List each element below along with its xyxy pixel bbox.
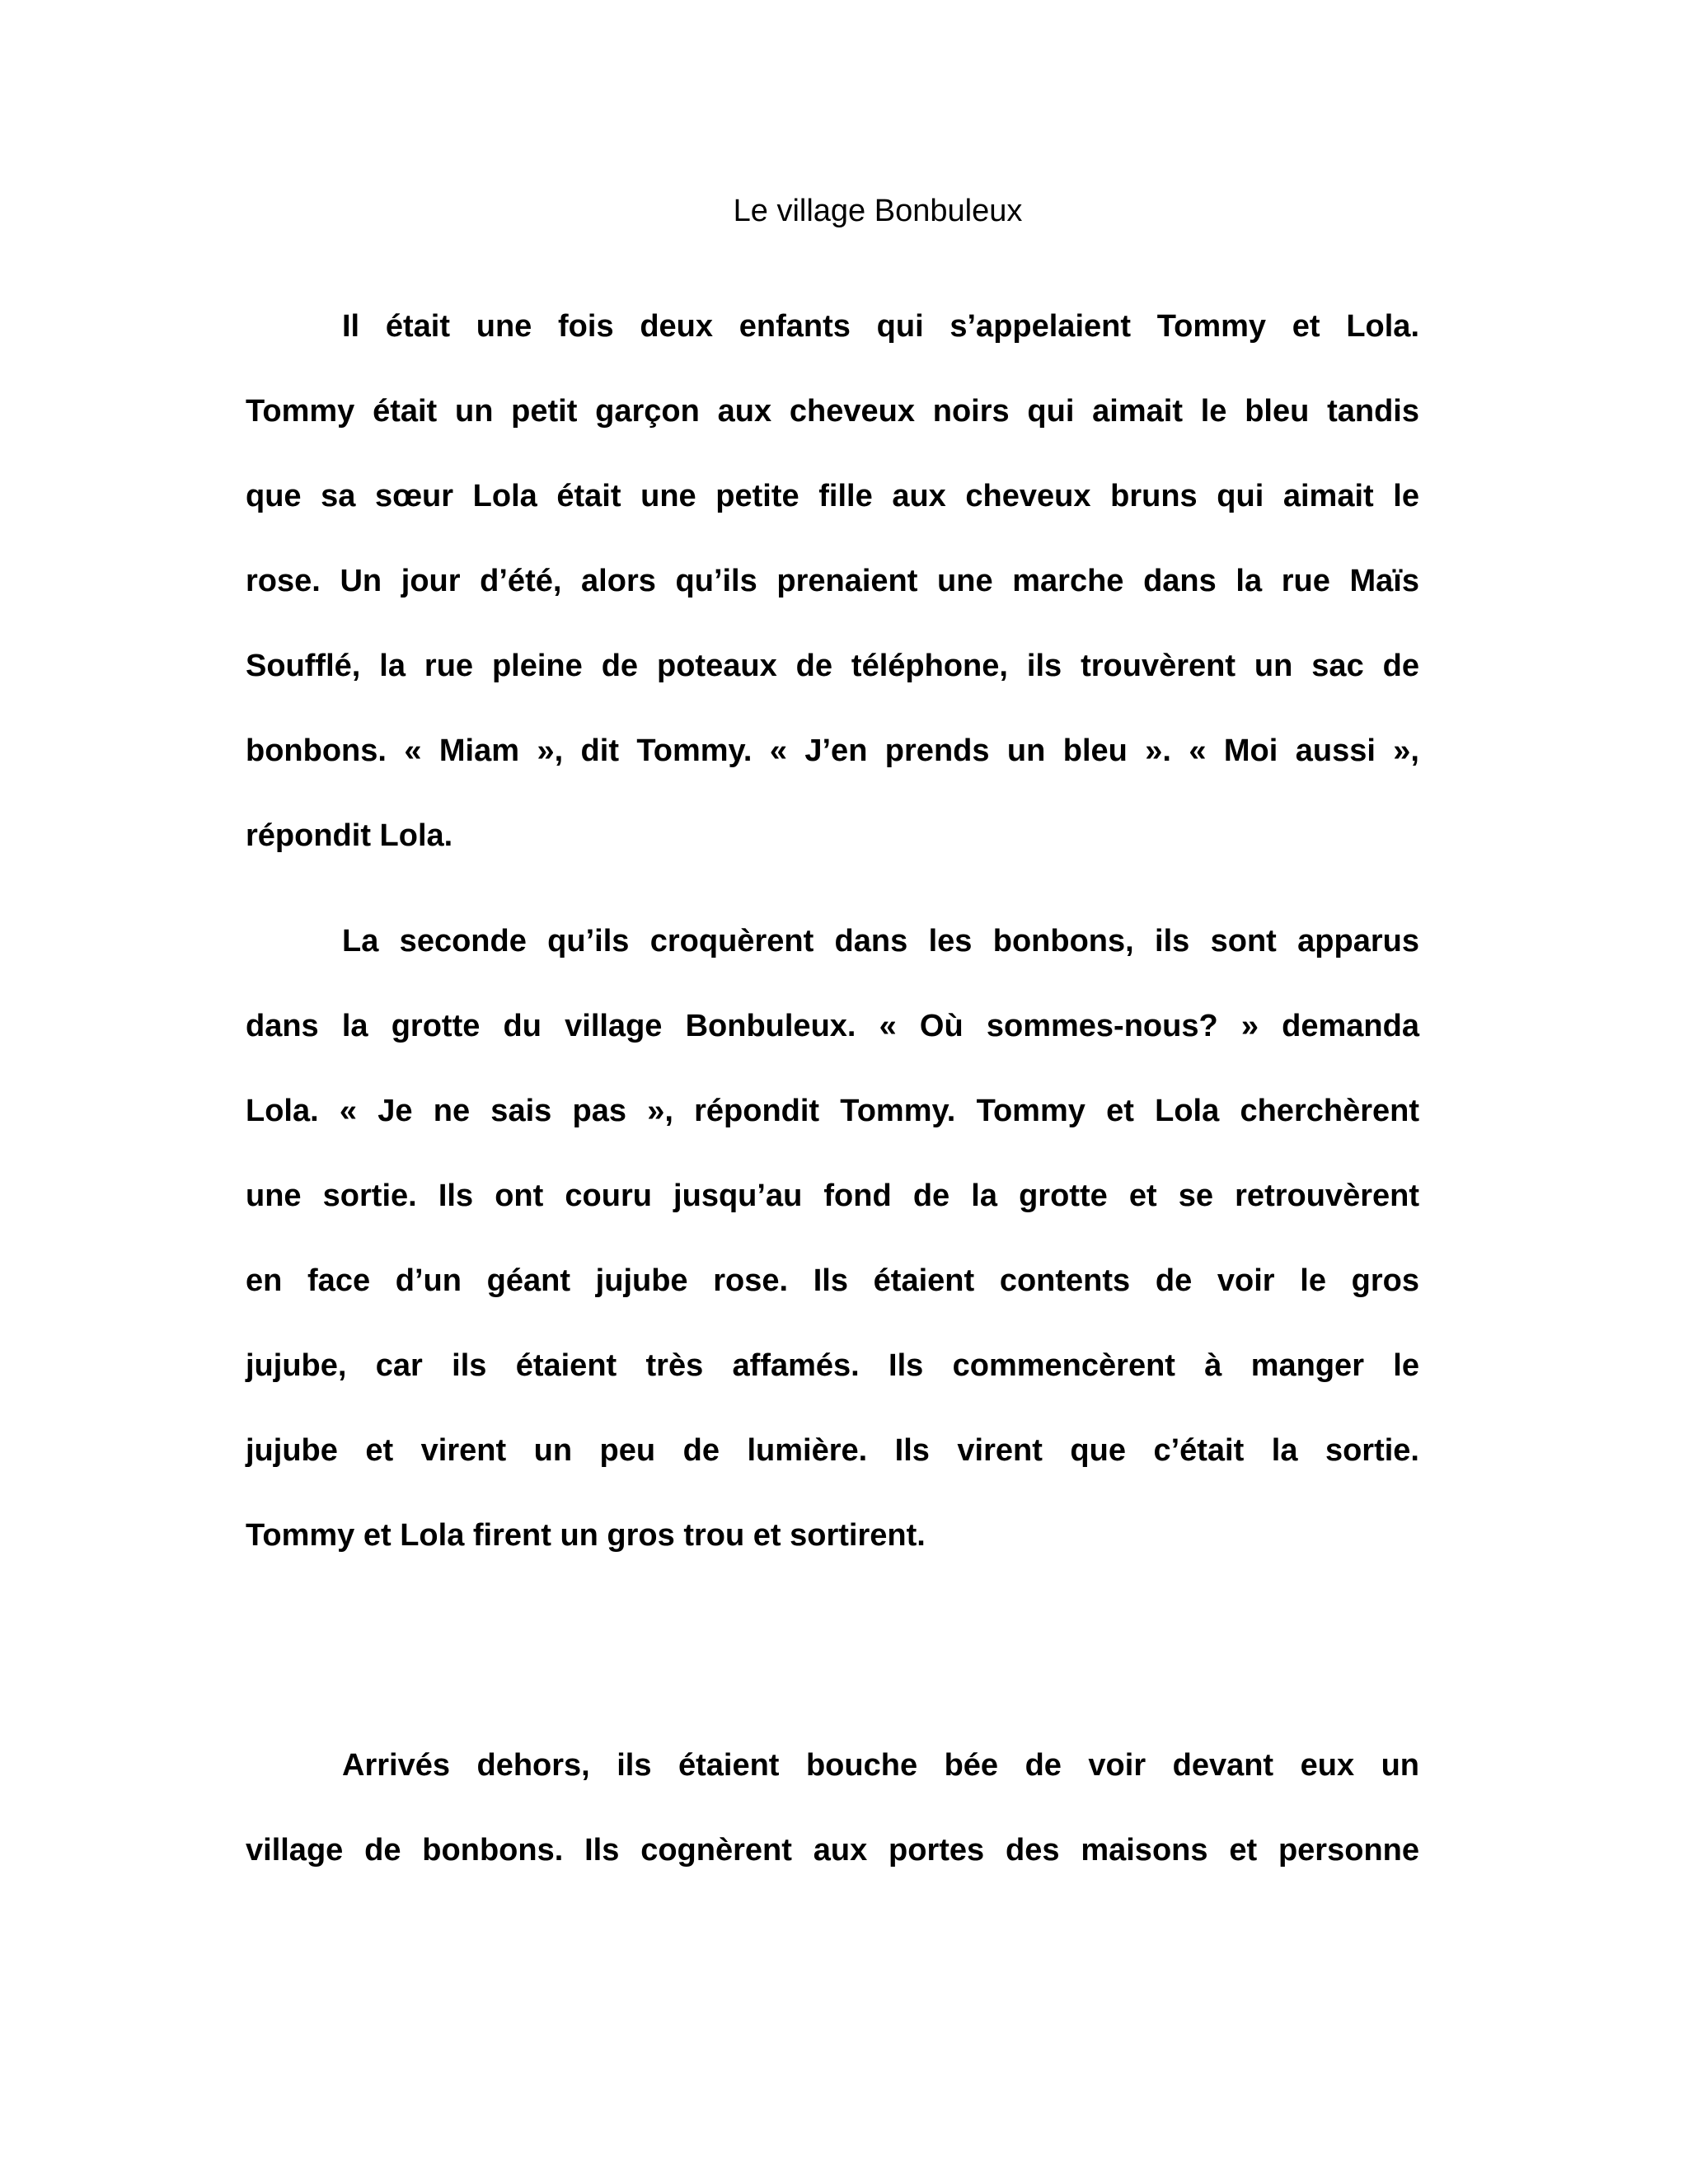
paragraph-line: une sortie. Ils ont couru jusqu’au fond de la grotte et se retrouvèrent: [246, 1179, 1419, 1213]
paragraph-line: La seconde qu’ils croquèrent dans les bonbons, ils sont apparus: [342, 924, 1419, 958]
paragraph-line: bonbons. « Miam », dit Tommy. « J’en prends un bleu ». « Moi aussi »,: [246, 733, 1419, 768]
paragraph-line: jujube, car ils étaient très affamés. Ils commencèrent à manger le: [246, 1348, 1419, 1383]
paragraph-2: [246, 899, 1419, 1578]
paragraph-1: [246, 284, 1419, 879]
paragraph-line: en face d’un géant jujube rose. Ils étaient contents de voir le gros: [246, 1263, 1419, 1298]
paragraph-line: Soufflé, la rue pleine de poteaux de téléphone, ils trouvèrent un sac de: [246, 649, 1419, 683]
paragraph-line: Tommy et Lola firent un gros trou et sortirent.: [246, 1518, 926, 1553]
paragraph-3: [246, 1723, 1419, 1893]
paragraph-line: Il était une fois deux enfants qui s’appelaient Tommy et Lola.: [342, 309, 1419, 344]
paragraph-line: rose. Un jour d’été, alors qu’ils prenaient une marche dans la rue Maïs: [246, 564, 1419, 598]
document-title: Le village Bonbuleux: [733, 194, 1023, 228]
paragraph-line: Tommy était un petit garçon aux cheveux noirs qui aimait le bleu tandis: [246, 394, 1419, 429]
paragraph-line: que sa sœur Lola était une petite fille aux cheveux bruns qui aimait le: [246, 479, 1419, 513]
paragraph-line: dans la grotte du village Bonbuleux. « Où sommes-nous? » demanda: [246, 1009, 1419, 1043]
paragraph-line: Arrivés dehors, ils étaient bouche bée de voir devant eux un: [342, 1748, 1419, 1783]
paragraph-line: Lola. « Je ne sais pas », répondit Tommy. Tommy et Lola cherchèrent: [246, 1094, 1419, 1128]
paragraph-line: village de bonbons. Ils cognèrent aux portes des maisons et personne: [246, 1833, 1419, 1868]
paragraph-line: jujube et virent un peu de lumière. Ils virent que c’était la sortie.: [246, 1433, 1419, 1468]
paragraph-line: répondit Lola.: [246, 818, 453, 853]
